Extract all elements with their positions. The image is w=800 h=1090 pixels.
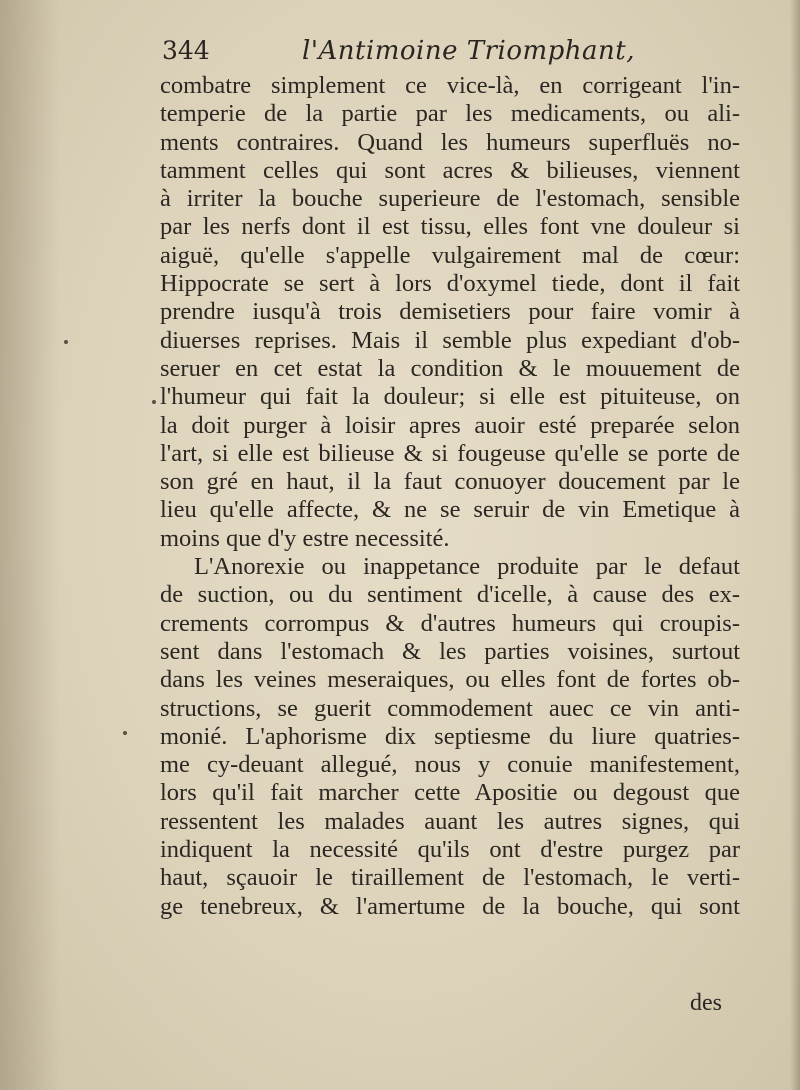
text-line: lieu qu'elle affecte, & ne se seruir de vin Emetique à <box>160 496 740 524</box>
text-line: de suction, ou du sentiment d'icelle, à cause des ex- <box>160 581 740 609</box>
text-line: temperie de la partie par les medicaments, ou ali- <box>160 100 740 128</box>
ink-speck <box>64 340 68 344</box>
text-line: l'humeur qui fait la douleur; si elle est pituiteuse, on <box>160 383 740 411</box>
text-line: structions, se guerit commodement auec ce vin anti- <box>160 694 740 722</box>
text-line: la doit purger à loisir apres auoir esté preparée selon <box>160 411 740 439</box>
text-line: son gré en haut, il la faut conuoyer doucement par le <box>160 468 740 496</box>
text-line: tamment celles qui sont acres & bilieuses, viennent <box>160 156 740 184</box>
text-line: indiquent la necessité qu'ils ont d'estre purgez par <box>160 836 740 864</box>
page-header <box>162 36 722 76</box>
page-edge-shadow <box>790 0 800 1090</box>
text-line: ge tenebreux, & l'amertume de la bouche, qui sont <box>160 892 740 920</box>
ink-speck <box>123 731 127 735</box>
text-line: me cy-deuant allegué, nous y conuie manifestement, <box>160 751 740 779</box>
paragraph-first-line: L'Anorexie ou inappetance produite par le defaut <box>194 553 740 581</box>
text-line: Hippocrate se sert à lors d'oxymel tiede, dont il fait <box>160 270 740 298</box>
body-text <box>160 72 740 921</box>
catchword: des <box>690 990 722 1016</box>
text-line: lors qu'il fait marcher cette Apositie ou degoust que <box>160 779 740 807</box>
gutter-shadow <box>0 0 60 1090</box>
text-line: aiguë, qu'elle s'appelle vulgairement mal de cœur: <box>160 241 740 269</box>
text-line: combatre simplement ce vice-là, en corrigeant l'in- <box>160 72 740 99</box>
text-line: monié. L'aphorisme dix septiesme du liure quatries- <box>160 722 740 750</box>
text-line: ments contraires. Quand les humeurs superfluës no- <box>160 128 740 156</box>
text-line: moins que d'y estre necessité. <box>160 524 450 552</box>
text-line: à irriter la bouche superieure de l'estomach, sensible <box>160 185 740 213</box>
text-line: par les nerfs dont il est tissu, elles font vne douleur si <box>160 213 740 241</box>
text-line: l'art, si elle est bilieuse & si fougeuse qu'elle se porte de <box>160 439 740 467</box>
text-line: diuerses reprises. Mais il semble plus expediant d'ob- <box>160 326 740 354</box>
text-line: dans les veines meseraiques, ou elles font de fortes ob- <box>160 666 740 694</box>
text-line: haut, sçauoir le tiraillement de l'estomach, le verti- <box>160 864 740 892</box>
text-line: prendre iusqu'à trois demisetiers pour faire vomir à <box>160 298 740 326</box>
page-number: 344 <box>162 36 210 65</box>
ink-speck <box>152 400 156 404</box>
text-line: ressentent les malades auant les autres signes, qui <box>160 807 740 835</box>
text-line: crements corrompus & d'autres humeurs qui croupis- <box>160 609 740 637</box>
running-title: l'Antimoine Triomphant, <box>302 36 636 66</box>
text-line: seruer en cet estat la condition & le mouuement de <box>160 354 740 382</box>
text-line: sent dans l'estomach & les parties voisines, surtout <box>160 637 740 665</box>
